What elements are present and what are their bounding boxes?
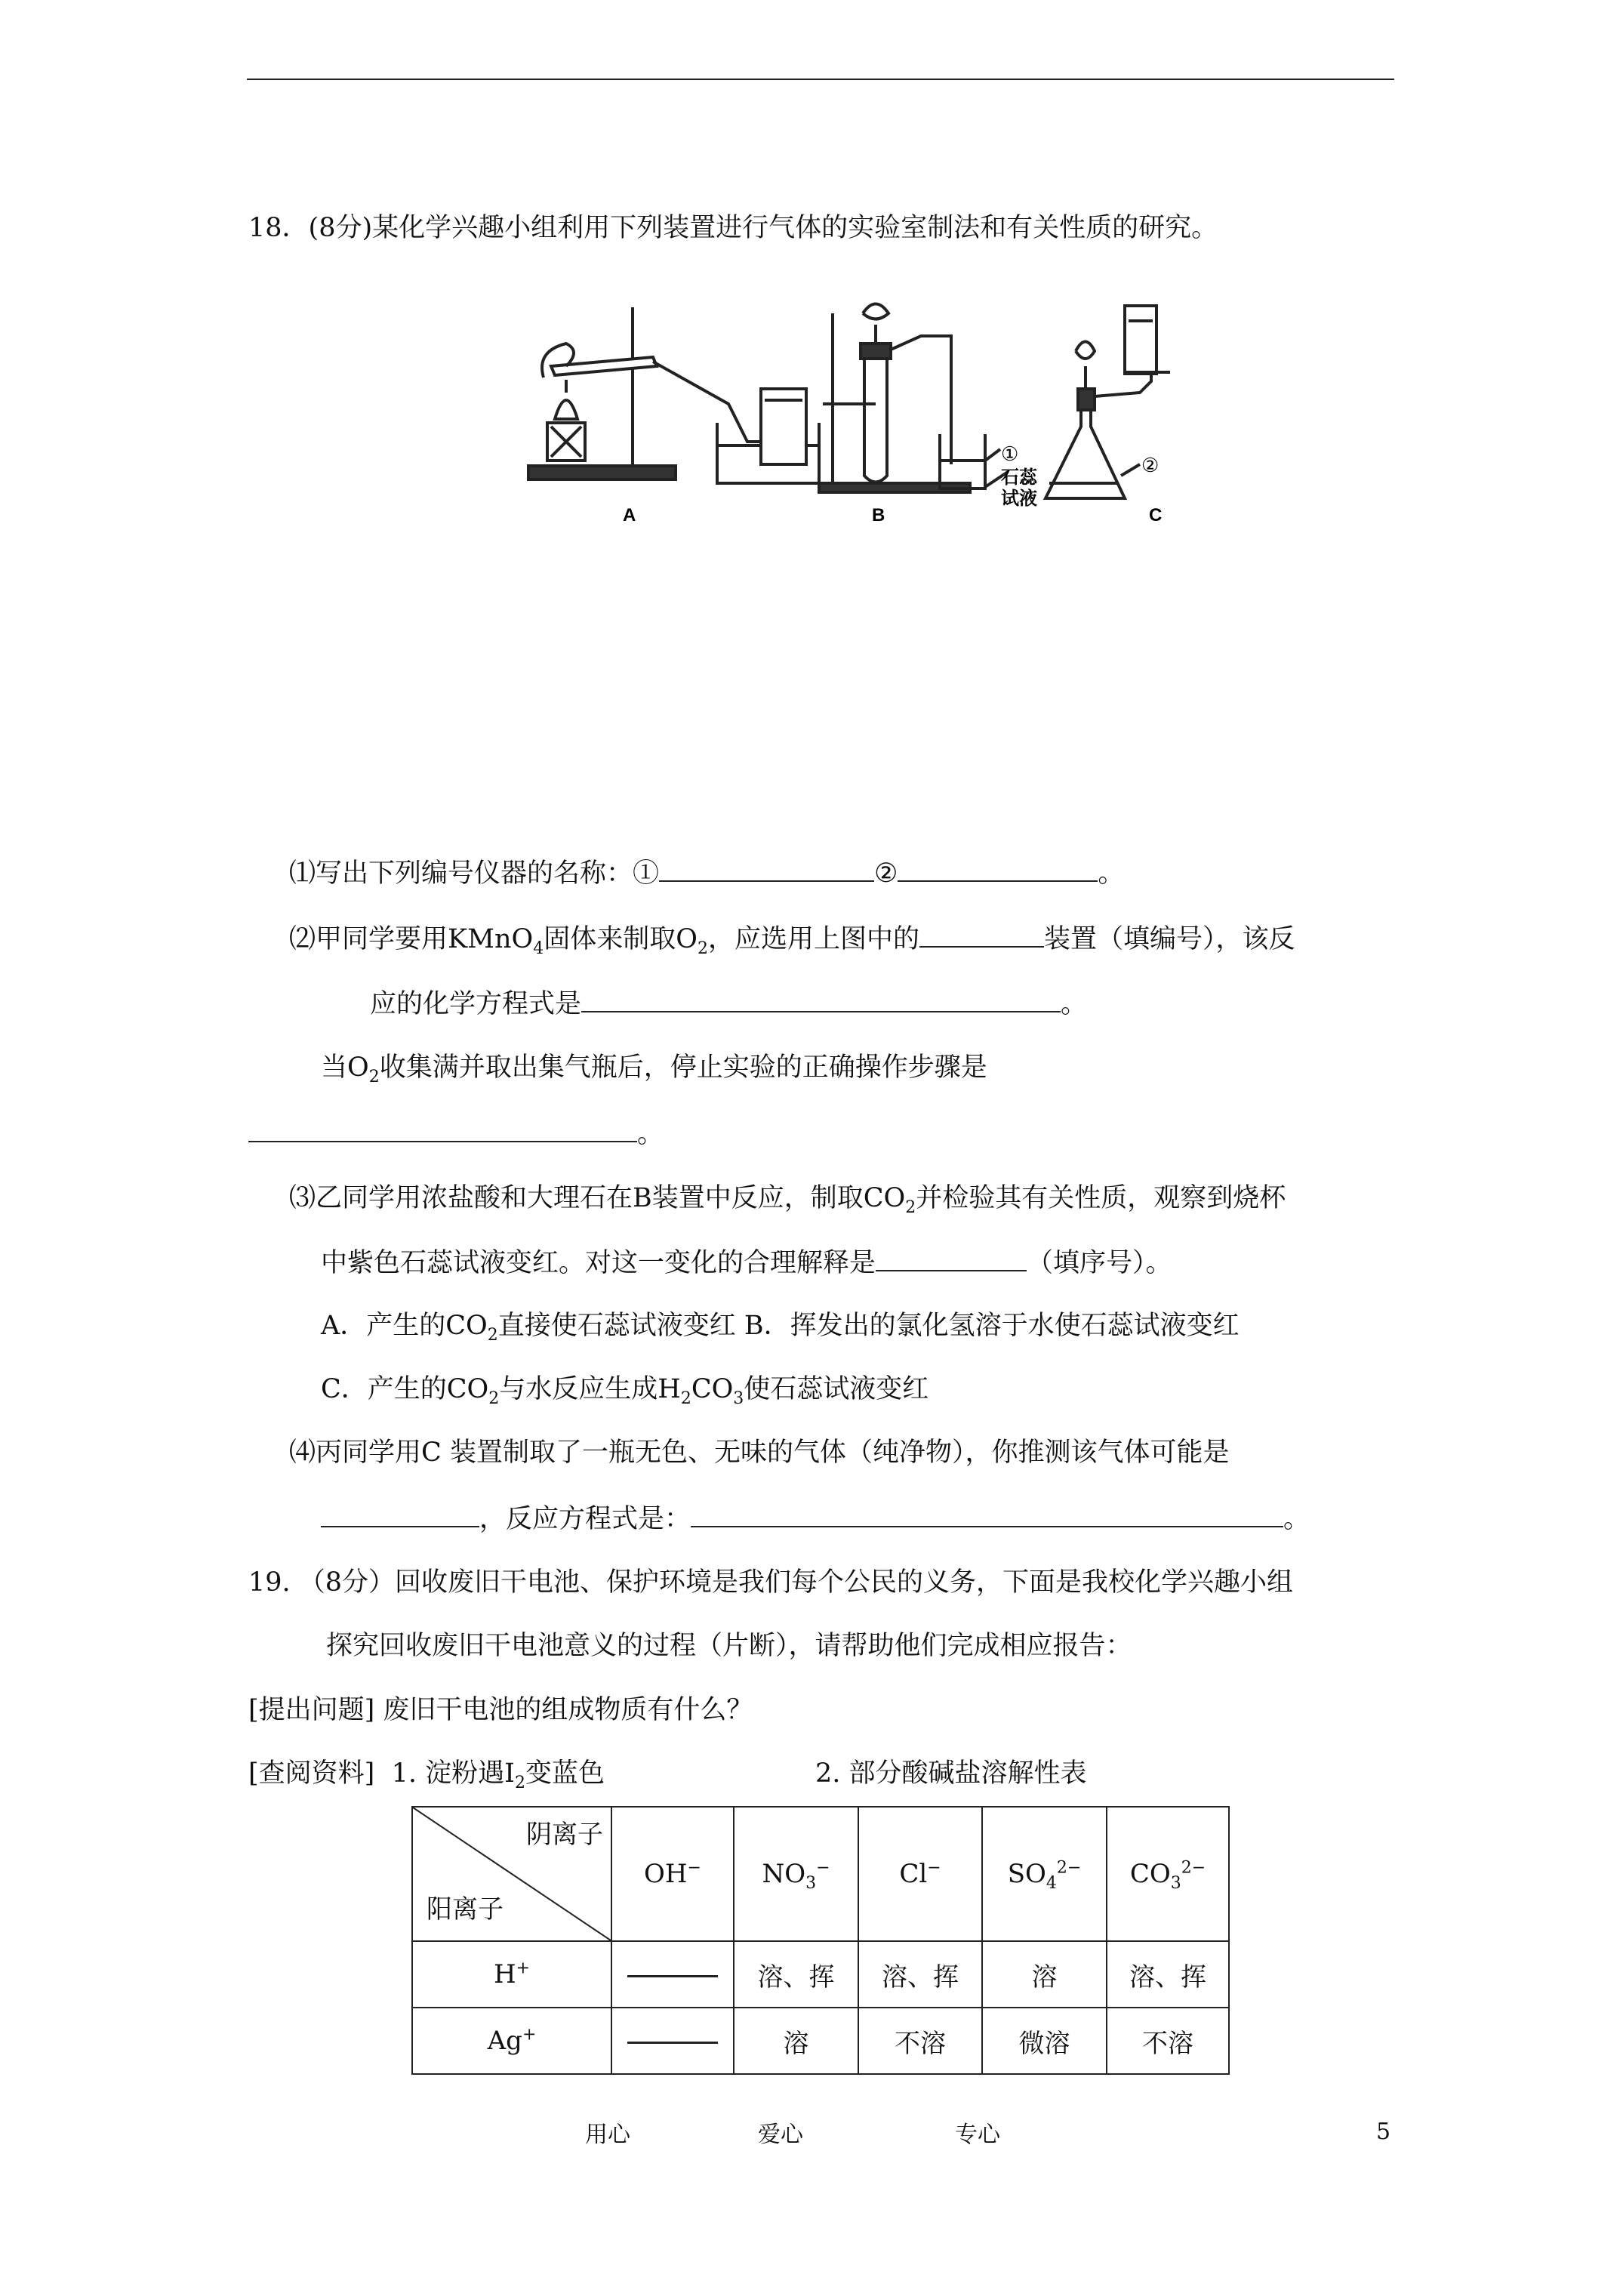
table-cell: 微溶 [982,2008,1107,2074]
dash-mark [627,2042,718,2044]
label-a: A [623,505,636,525]
answer-blank-5[interactable] [248,1118,637,1142]
cation-header: 阳离子 [427,1894,504,1925]
label-c: C [1149,505,1163,525]
mark-1: ① [1001,443,1019,466]
page-number: 5 [1376,2119,1391,2145]
dash-mark [627,1975,718,1977]
q18-part3-line2: 中紫色石蕊试液变红。对这一变化的合理解释是 （填序号）。 [321,1248,1172,1278]
anion-oh: OH− [611,1807,734,1941]
answer-blank-8[interactable] [691,1503,1283,1527]
q19-title: 19. （8分）回收废旧干电池、保护环境是我们每个公民的义务，下面是我校化学兴趣小组 [248,1567,1294,1598]
q18-part4-line1: ⑷丙同学用C 装置制取了一瓶无色、无味的气体（纯净物），你推测该气体可能是 [289,1438,1230,1468]
q18-part4-line2: ，反应方程式是： 。 [321,1502,1310,1536]
table-cell: 不溶 [858,2008,982,2074]
q19-reference: [查阅资料] 1. 淀粉遇$I_2$变蓝色 [248,1758,605,1792]
litmus-label-1: 石蕊 [1001,466,1037,488]
table-cell: 溶、挥 [858,1941,982,2008]
q19-question: [提出问题] 废旧干电池的组成物质有什么？ [248,1695,753,1725]
solubility-table [411,1806,1230,2075]
answer-blank-7[interactable] [321,1503,479,1527]
option-a-b: A．产生的$CO_2$直接使石蕊试液变红 B．挥发出的氯化氢溶于水使石蕊试液变红 [321,1311,1240,1345]
table-cell: 溶、挥 [734,1941,858,2008]
anion-so4: $SO_4^{2-}$ [982,1807,1107,1941]
table-cell [611,1941,734,2008]
q19-reference-2: 2. 部分酸碱盐溶解性表 [815,1758,1087,1789]
q18-part2-line2: 应的化学方程式是 。 [370,989,1088,1019]
answer-blank-2[interactable] [898,858,1098,882]
cation-h: H+ [412,1941,611,2008]
answer-blank-4[interactable] [581,988,1061,1012]
q18-title: 18．(8分)某化学兴趣小组利用下列装置进行气体的实验室制法和有关性质的研究。 [248,213,1218,243]
q18-part2-line3: 当$O_2$收集满并取出集气瓶后，停止实验的正确操作步骤是 [321,1052,987,1086]
mark-2: ② [1141,455,1160,477]
diagonal-header-cell [412,1807,611,1941]
table-cell: 溶 [982,1941,1107,2008]
q18-part2-line4: 。 [248,1117,664,1151]
footer-mid: 爱心 [758,2122,803,2148]
anion-header: 阴离子 [526,1820,603,1850]
anion-cl: Cl− [858,1807,982,1941]
table-cell: 不溶 [1107,2008,1229,2074]
q18-part1: ⑴写出下列编号仪器的名称：① ② 。 [289,858,1125,889]
table-row [412,2008,1229,2074]
answer-blank-1[interactable] [659,858,874,882]
label-b: B [872,505,885,525]
answer-blank-6[interactable] [876,1247,1027,1271]
table-header-row [412,1807,1229,1941]
q19-title-line2: 探究回收废旧干电池意义的过程（片断），请帮助他们完成相应报告： [326,1631,1132,1661]
apparatus-figure [521,291,1200,532]
header-rule [247,79,1394,80]
table-cell [611,2008,734,2074]
q18-part2-line1: ⑵甲同学要用KMnO$_4$固体来制取$O_2$，应选用上图中的 装置（填编号），该反 [289,924,1295,958]
cation-ag: Ag+ [412,2008,611,2074]
table-cell: 溶、挥 [1107,1941,1229,2008]
litmus-label-2: 试液 [1001,487,1037,509]
table-row [412,1941,1229,2008]
anion-no3: $NO_3^-$ [734,1807,858,1941]
footer-left: 用心 [585,2122,630,2148]
footer-right: 专心 [955,2122,1000,2148]
option-c: C．产生的$CO_2$与水反应生成$H_2CO_3$使石蕊试液变红 [321,1374,929,1408]
table-cell: 溶 [734,2008,858,2074]
answer-blank-3[interactable] [919,923,1044,948]
q18-part3-line1: ⑶乙同学用浓盐酸和大理石在B装置中反应，制取$CO_2$并检验其有关性质，观察到烧杯 [289,1183,1286,1217]
anion-co3: $CO_3^{2-}$ [1107,1807,1229,1941]
